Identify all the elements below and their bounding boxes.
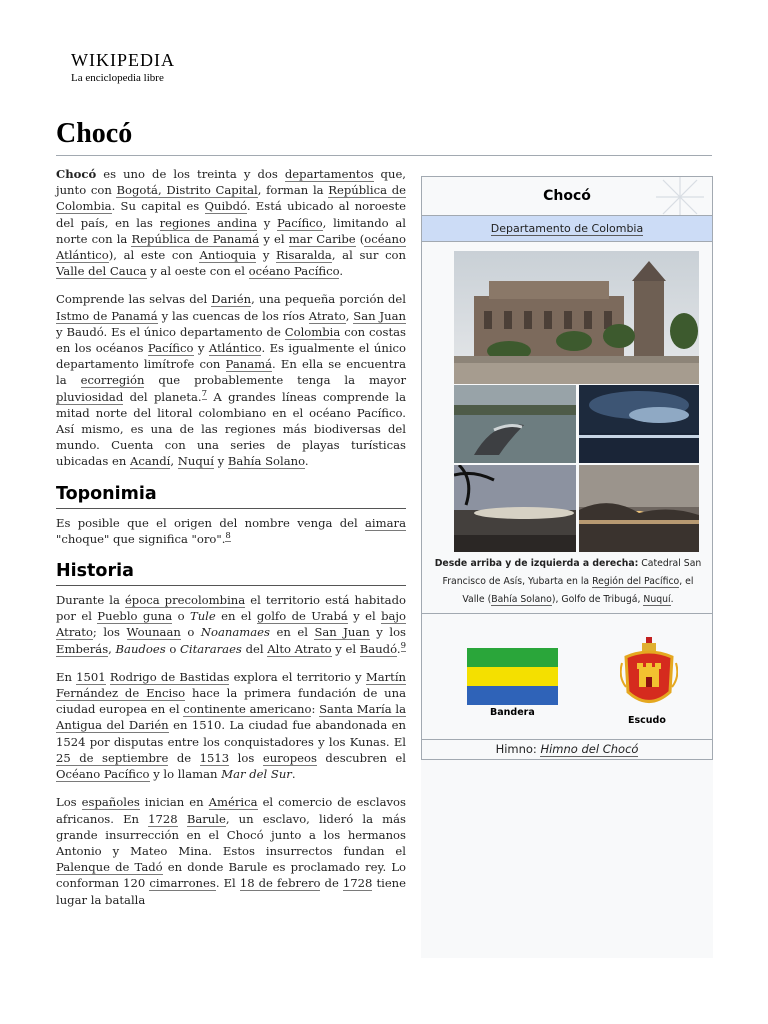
flag-blue-stripe bbox=[467, 686, 558, 705]
infobox-shadow-area bbox=[421, 760, 713, 958]
paragraph-historia-2: En 1501 Rodrigo de Bastidas explora el territorio y Martín Fernández de Enciso hace la primera fundación de una ciudad europea en el continente americano: Santa María la Antigua del Darién en 1510. La ciudad fue abandonada en 1524 por disputas entre los conquistadores y los Kunas. El 25 de septiembre de 1513 los europeos descubren el Océano Pacífico y lo llaman Mar del Sur. bbox=[56, 669, 407, 782]
flag-green-stripe bbox=[467, 648, 558, 667]
title-divider bbox=[56, 155, 712, 156]
paragraph-intro: Chocó es uno de los treinta y dos departamentos que, junto con Bogotá, Distrito Capital, forman la República de Colombia. Su capital es Quibdó. Está ubicado al noroeste del país, en las regiones andina y Pacífico, limitando al norte con la República de Panamá y el mar Caribe (océano Atlántico), al este con Antioquia y Risaralda, al sur con Valle del Cauca y al oeste con el océano Pacífico. bbox=[56, 167, 407, 279]
link[interactable]: departamentos bbox=[284, 167, 374, 181]
article-body bbox=[56, 166, 406, 920]
valley-sunset-photo[interactable] bbox=[579, 385, 699, 463]
logo-wordmark: WIKIPEDIA bbox=[71, 50, 175, 70]
anthem-link[interactable]: Himno del Chocó bbox=[540, 742, 639, 756]
page-title: Chocó bbox=[56, 118, 133, 149]
flag-label[interactable]: Bandera bbox=[490, 707, 535, 718]
divider bbox=[422, 613, 712, 614]
infobox-subtitle[interactable]: Departamento de Colombia bbox=[422, 215, 712, 242]
link[interactable]: Nuquí bbox=[643, 594, 671, 605]
citation[interactable]: 7 bbox=[201, 388, 207, 399]
section-heading-historia: Historia bbox=[56, 561, 406, 586]
paragraph-historia-1: Durante la época precolombina el territorio está habitado por el Pueblo guna o Tule en el golfo de Urabá y el bajo Atrato; los Wounaan o Noanamaes en el San Juan y los Emberás, Baudoes o Citararaes del Alto Atrato y el Baudó.$^9$ bbox=[56, 593, 407, 656]
cathedral-photo[interactable] bbox=[454, 251, 699, 384]
section-heading-toponimia: Toponimia bbox=[56, 484, 406, 509]
paragraph-toponimia: Es posible que el origen del nombre venga del aimara "choque" que significa "oro".$^8$ bbox=[56, 515, 406, 546]
paragraph-geography: Comprende las selvas del Darién, una pequeña porción del Istmo de Panamá y las cuencas de los ríos Atrato, San Juan y Baudó. Es el único departamento de Colombia con costas en los océanos Pacífico y Atlántico. Es igualmente el único departamento limítrofe con Panamá. En ella se encuentra la ecorregión que probablemente tenga la mayor pluviosidad del planeta.$^7$ A grandes líneas comprende la mitad norte del litoral colombiano en el océano Pacífico. Así mismo, es una de las regiones más biodiversas del mundo. Cuenta con una series de playas turísticas ubicadas en Acandí, Nuquí y Bahía Solano. bbox=[56, 292, 407, 469]
coat-of-arms-icon[interactable] bbox=[620, 637, 678, 713]
infobox-caption: Desde arriba y de izquierda a derecha: Catedral San Francisco de Asís, Yubarta en la Región del Pacífico, el Valle (Bahía Solano), Golfo de Tribugá, Nuquí. bbox=[434, 558, 702, 605]
divider bbox=[422, 739, 712, 740]
link[interactable]: Región del Pacífico bbox=[592, 576, 680, 587]
wikipedia-logo[interactable] bbox=[71, 50, 175, 84]
citation[interactable]: 8 bbox=[225, 531, 231, 541]
citation[interactable]: 9 bbox=[400, 640, 406, 651]
firework-decoration-icon bbox=[654, 177, 706, 215]
paragraph-historia-3: Los españoles inician en América el comercio de esclavos africanos. En 1728 Barule, un esclavo, lideró la más grande insurrección en el Chocó junto a los hermanos Antonio y Mateo Mina. Estos insurrectos fundan el Palenque de Tadó en donde Barule es proclamado rey. Lo conforman 120 cimarrones. El 18 de febrero de 1728 tiene lugar la batalla bbox=[56, 795, 407, 907]
infobox bbox=[421, 176, 713, 760]
whale-photo[interactable] bbox=[454, 385, 576, 463]
beach-palm-photo[interactable] bbox=[454, 465, 576, 552]
crest-label[interactable]: Escudo bbox=[628, 715, 666, 726]
anthem-row: Himno: Himno del Chocó bbox=[495, 742, 639, 756]
link[interactable]: Bahía Solano bbox=[491, 594, 552, 605]
gulf-sunset-photo[interactable] bbox=[579, 465, 699, 552]
logo-tagline: La enciclopedia libre bbox=[71, 72, 164, 84]
department-flag[interactable] bbox=[467, 648, 558, 705]
infobox-title: Chocó bbox=[422, 177, 712, 215]
flag-yellow-stripe bbox=[467, 667, 558, 686]
